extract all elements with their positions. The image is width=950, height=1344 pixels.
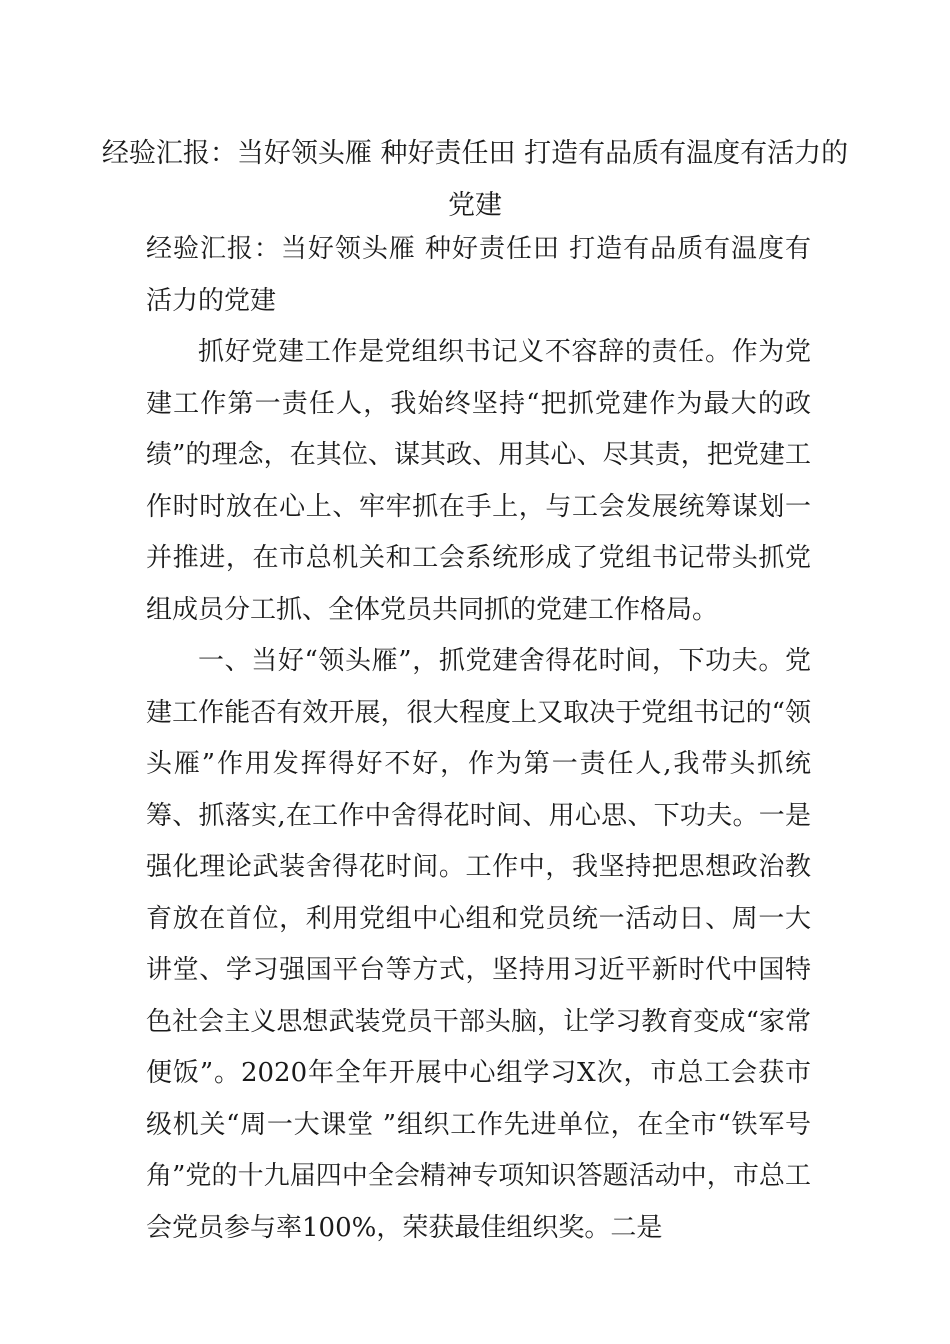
document-title: 经验汇报：当好领头雁 种好责任田 打造有品质有温度有活力的党建 [101, 138, 849, 221]
document-body [146, 224, 811, 1254]
paragraph-intro: 抓好党建工作是党组织书记义不容辞的责任。作为党建工作第一责任人，我始终坚持“把抓党建作为最大的政绩”的理念，在其位、谋其政、用其心、尽其责，把党建工作时时放在心上、牢牢抓在手上，与工会发展统筹谋划一并推进，在市总机关和工会系统形成了党组书记带头抓党组成员分工抓、全体党员共同抓的党建工作格局。 [146, 337, 811, 625]
paragraph-section-one: 一、当好“领头雁”，抓党建舍得花时间，下功夫。党建工作能否有效开展，很大程度上又取决于党组书记的“领头雁”作用发挥得好不好，作为第一责任人,我带头抓统筹、抓落实,在工作中舍得花时间、用心思、下功夫。一是强化理论武装舍得花时间。工作中，我坚持把思想政治教育放在首位，利用党组中心组和党员统一活动日、周一大讲堂、学习强国平台等方式，坚持用习近平新时代中国特色社会主义思想武装党员干部头脑，让学习教育变成“家常便饭”。2020年全年开展中心组学习X次，市总工会获市级机关“周一大课堂 ”组织工作先进单位，在全市“铁军号角”党的十九届四中全会精神专项知识答题活动中，市总工会党员参与率100%，荣获最佳组织奖。二是 [146, 646, 811, 1243]
document-subtitle: 经验汇报：当好领头雁 种好责任田 打造有品质有温度有活力的党建 [146, 234, 811, 316]
